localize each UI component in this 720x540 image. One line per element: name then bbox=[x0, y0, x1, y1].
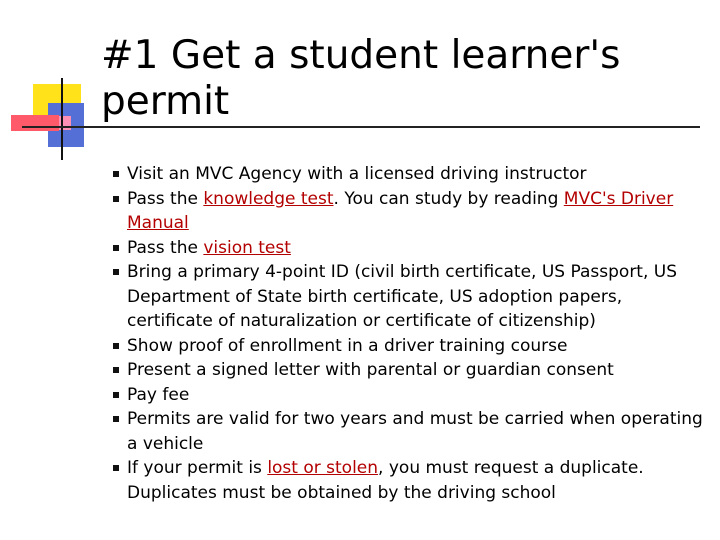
bullet-item bbox=[113, 456, 713, 505]
bullet-text: Pass the bbox=[127, 188, 204, 209]
hyperlink[interactable]: knowledge test bbox=[203, 188, 334, 209]
bullet-item bbox=[113, 236, 713, 261]
bullet-text: Show proof of enrollment in a driver training course bbox=[127, 335, 568, 356]
bullet-item bbox=[113, 334, 713, 359]
bullet-item bbox=[113, 407, 713, 456]
slide-title: #1 Get a student learner's permit bbox=[101, 33, 621, 124]
bullet-item bbox=[113, 260, 713, 334]
bullet-square-icon bbox=[113, 269, 119, 275]
bullet-text: Visit an MVC Agency with a licensed driving instructor bbox=[127, 164, 587, 184]
bullet-square-icon bbox=[113, 367, 119, 373]
bullet-item bbox=[113, 162, 713, 187]
bullet-text: If your permit is bbox=[127, 458, 268, 478]
bullet-text: . You can study by reading bbox=[333, 188, 564, 209]
title-underline-divider bbox=[22, 126, 700, 128]
bullet-square-icon bbox=[113, 245, 119, 251]
bullet-square-icon bbox=[113, 416, 119, 422]
decorative-vertical-line bbox=[61, 78, 63, 160]
bullet-square-icon bbox=[113, 465, 119, 471]
hyperlink[interactable]: vision test bbox=[203, 237, 291, 258]
bullet-list bbox=[113, 162, 713, 505]
bullet-text: Bring a primary 4-point ID (civil birth certificate, US Passport, US Department of State birth certificate, US adoption papers, certificate of naturalization or certificate of citizenship) bbox=[127, 262, 678, 331]
bullet-text: , you must request a duplicate. Duplicates must be obtained by the driving school bbox=[127, 458, 644, 503]
bullet-text: Present a signed letter with parental or guardian consent bbox=[127, 360, 614, 380]
hyperlink[interactable]: lost or stolen bbox=[267, 458, 379, 478]
hyperlink[interactable]: MVC's Driver Manual bbox=[127, 188, 674, 233]
bullet-square-icon bbox=[113, 343, 119, 349]
bullet-text: Pay fee bbox=[127, 384, 190, 405]
bullet-text: Permits are valid for two years and must be carried when operating a vehicle bbox=[127, 409, 703, 454]
bullet-item bbox=[113, 383, 713, 408]
bullet-text: Pass the bbox=[127, 237, 204, 258]
bullet-square-icon bbox=[113, 196, 119, 202]
bullet-square-icon bbox=[113, 392, 119, 398]
bullet-item bbox=[113, 187, 713, 236]
bullet-square-icon bbox=[113, 171, 119, 177]
decorative-pink-bar bbox=[11, 115, 59, 131]
bullet-item bbox=[113, 358, 713, 383]
